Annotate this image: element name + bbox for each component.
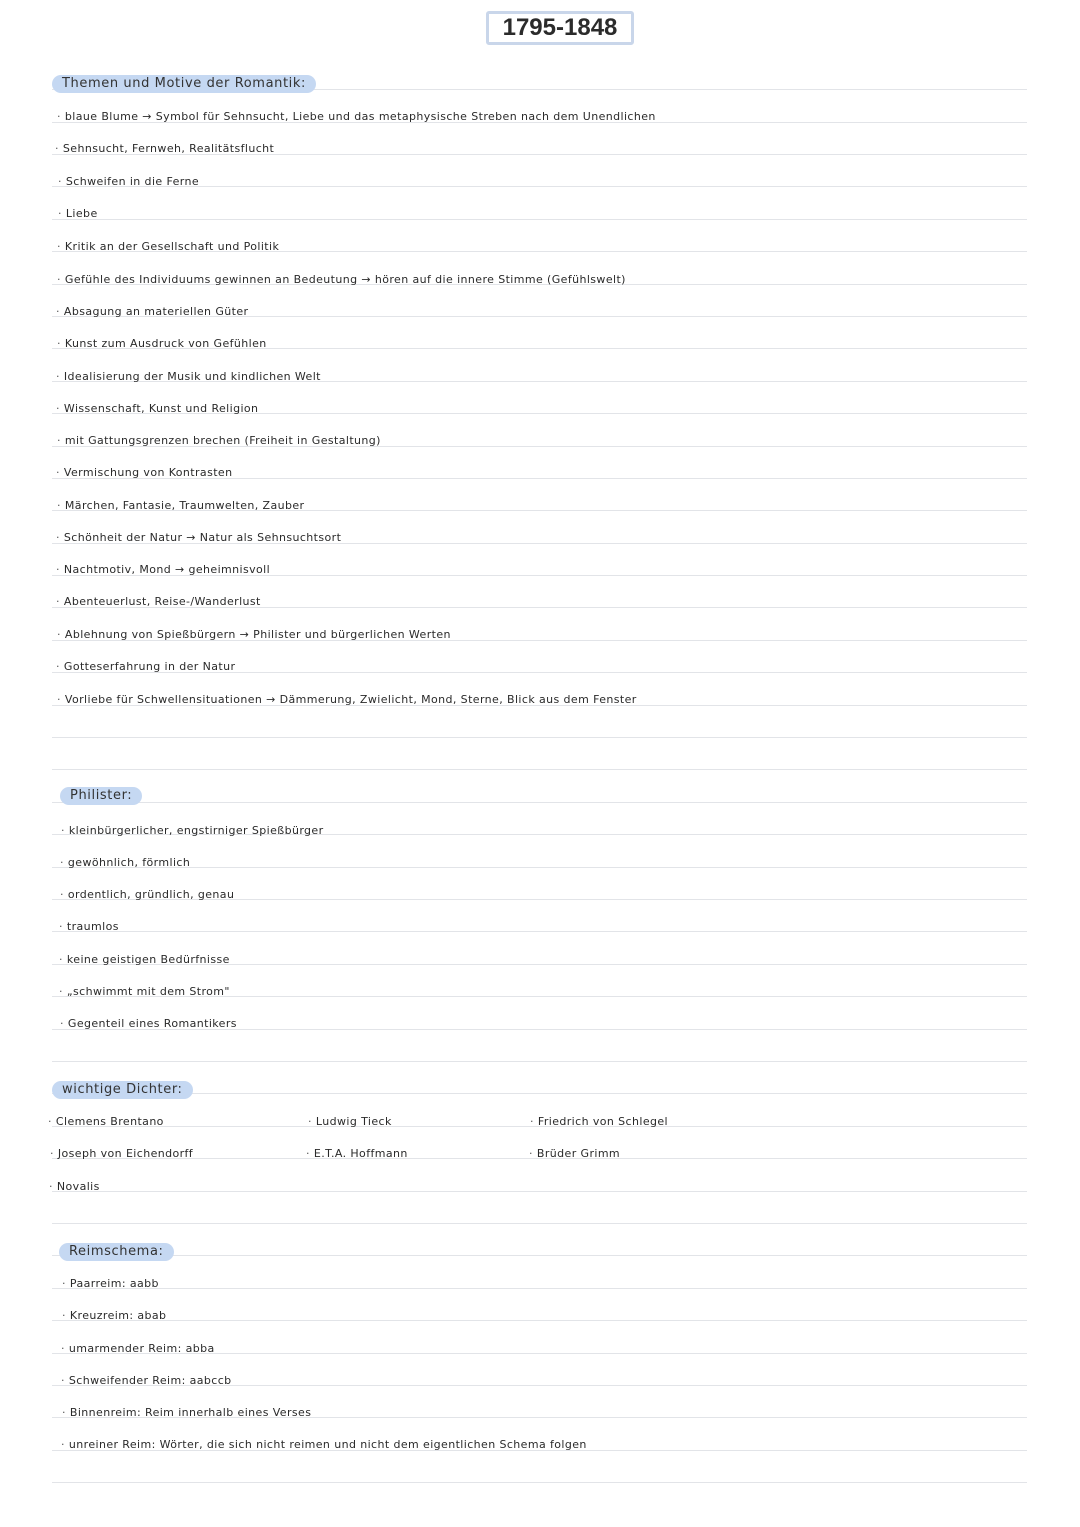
- list-item: · Kritik an der Gesellschaft und Politik: [57, 240, 279, 253]
- list-item: · Vorliebe für Schwellensituationen → Dämmerung, Zwielicht, Mond, Sterne, Blick aus dem Fenster: [57, 693, 637, 706]
- list-item: · Ludwig Tieck: [308, 1115, 392, 1128]
- ruled-line: [52, 867, 1027, 868]
- list-item: · Absagung an materiellen Güter: [56, 305, 248, 318]
- list-item: · Novalis: [49, 1180, 100, 1193]
- list-item: · mit Gattungsgrenzen brechen (Freiheit in Gestaltung): [57, 434, 381, 447]
- ruled-line: [52, 1482, 1027, 1483]
- list-item: · „schwimmt mit dem Strom": [59, 985, 230, 998]
- list-item: · Gefühle des Individuums gewinnen an Bedeutung → hören auf die innere Stimme (Gefühlswelt): [57, 273, 626, 286]
- ruled-line: [52, 1288, 1027, 1289]
- list-item: · Nachtmotiv, Mond → geheimnisvoll: [56, 563, 270, 576]
- list-item: · Joseph von Eichendorff: [50, 1147, 193, 1160]
- ruled-line: [52, 1191, 1027, 1192]
- list-item: · Sehnsucht, Fernweh, Realitätsflucht: [55, 142, 274, 155]
- list-item: · Gotteserfahrung in der Natur: [56, 660, 235, 673]
- list-item: · Brüder Grimm: [529, 1147, 620, 1160]
- list-item: · blaue Blume → Symbol für Sehnsucht, Liebe und das metaphysische Streben nach dem Unendlichen: [57, 110, 656, 123]
- list-item: · Wissenschaft, Kunst und Religion: [56, 402, 258, 415]
- ruled-line: [52, 931, 1027, 932]
- list-item: · Schweifen in die Ferne: [58, 175, 199, 188]
- list-item: · Idealisierung der Musik und kindlichen Welt: [56, 370, 321, 383]
- list-item: · kleinbürgerlicher, engstirniger Spießbürger: [61, 824, 324, 837]
- ruled-line: [52, 769, 1027, 770]
- list-item: · Abenteuerlust, Reise-/Wanderlust: [56, 595, 261, 608]
- list-item: · Märchen, Fantasie, Traumwelten, Zauber: [57, 499, 304, 512]
- section-heading-dichter: wichtige Dichter:: [52, 1081, 193, 1099]
- list-item: · unreiner Reim: Wörter, die sich nicht reimen und nicht dem eigentlichen Schema folgen: [61, 1438, 587, 1451]
- list-item: · Binnenreim: Reim innerhalb eines Verses: [62, 1406, 311, 1419]
- list-item: · Kreuzreim: abab: [62, 1309, 166, 1322]
- list-item: · Schweifender Reim: aabccb: [61, 1374, 232, 1387]
- ruled-line: [52, 1093, 1027, 1094]
- page-title: 1795-1848: [486, 11, 634, 45]
- ruled-line: [52, 1061, 1027, 1062]
- list-item: · Liebe: [58, 207, 98, 220]
- section-heading-reimschema: Reimschema:: [59, 1243, 174, 1261]
- list-item: · Schönheit der Natur → Natur als Sehnsuchtsort: [56, 531, 341, 544]
- list-item: · Clemens Brentano: [48, 1115, 164, 1128]
- list-item: · E.T.A. Hoffmann: [306, 1147, 408, 1160]
- ruled-line: [52, 737, 1027, 738]
- list-item: · Paarreim: aabb: [62, 1277, 159, 1290]
- list-item: · Friedrich von Schlegel: [530, 1115, 668, 1128]
- list-item: · keine geistigen Bedürfnisse: [59, 953, 230, 966]
- ruled-line: [52, 1320, 1027, 1321]
- list-item: · traumlos: [59, 920, 119, 933]
- section-heading-themen: Themen und Motive der Romantik:: [52, 75, 316, 93]
- list-item: · ordentlich, gründlich, genau: [60, 888, 234, 901]
- ruled-line: [52, 1223, 1027, 1224]
- ruled-line: [52, 219, 1027, 220]
- list-item: · Kunst zum Ausdruck von Gefühlen: [57, 337, 267, 350]
- list-item: · gewöhnlich, förmlich: [60, 856, 190, 869]
- list-item: · Ablehnung von Spießbürgern → Philister und bürgerlichen Werten: [57, 628, 451, 641]
- list-item: · Vermischung von Kontrasten: [56, 466, 232, 479]
- ruled-line: [52, 1255, 1027, 1256]
- list-item: · umarmender Reim: abba: [61, 1342, 215, 1355]
- section-heading-philister: Philister:: [60, 787, 142, 805]
- list-item: · Gegenteil eines Romantikers: [60, 1017, 237, 1030]
- ruled-line: [52, 802, 1027, 803]
